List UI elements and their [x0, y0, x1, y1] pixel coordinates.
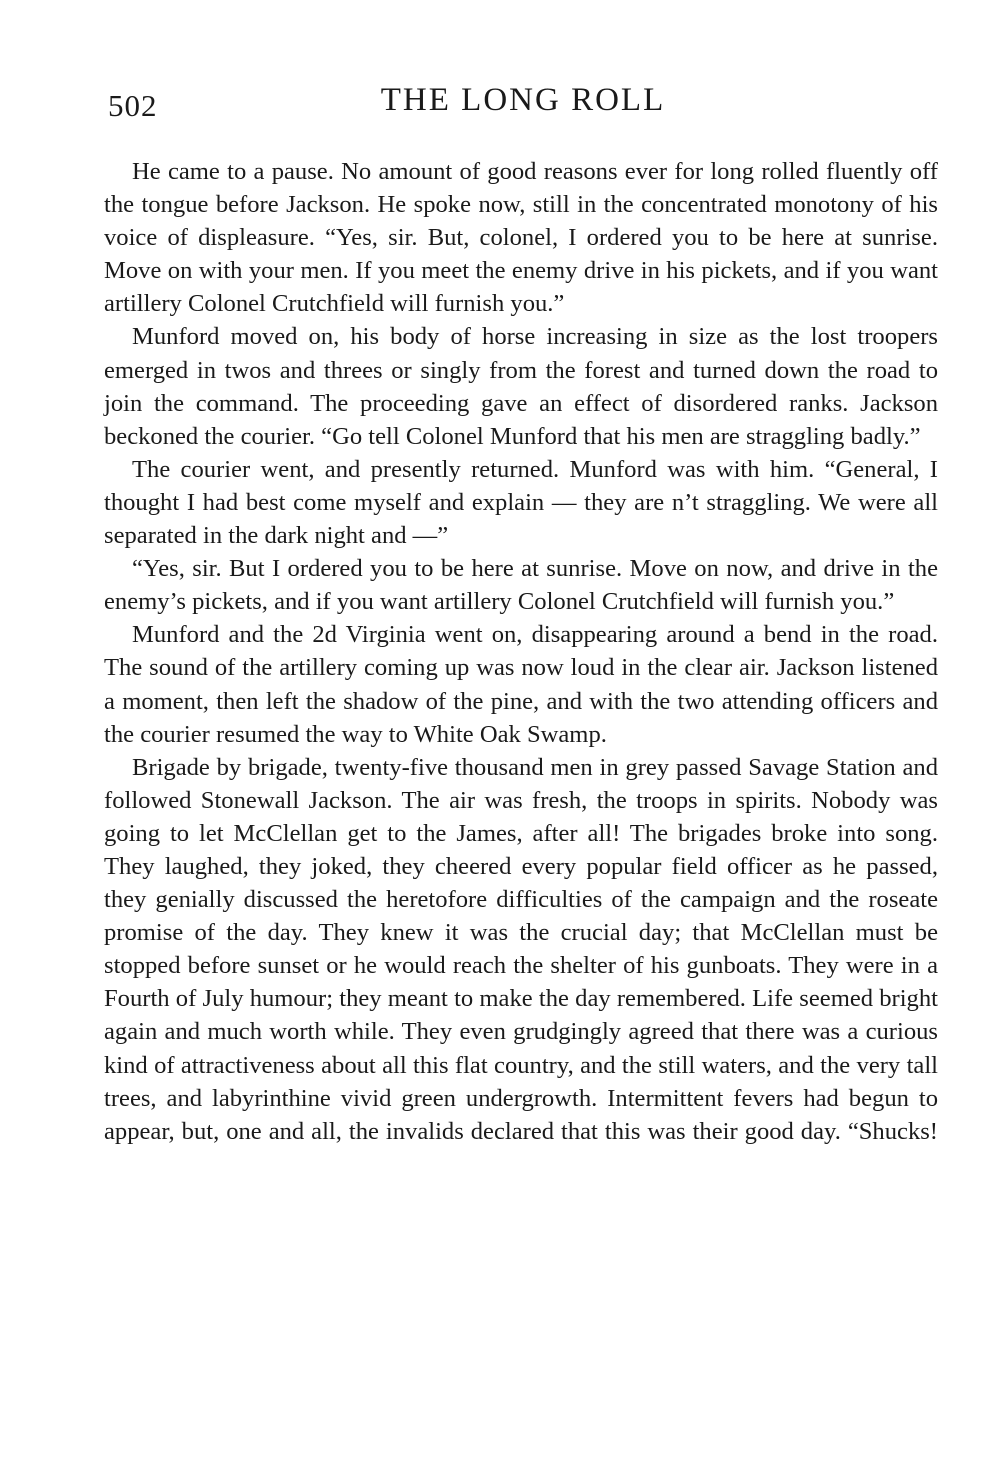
paragraph: The courier went, and presently returned. Munford was with him. “General, I thought I had best come myself and explain — they are n’t straggling. We were all separated in the dark night and —” [104, 455, 938, 550]
page-number: 502 [108, 88, 158, 123]
body-text [104, 155, 938, 1148]
page-header [0, 82, 1000, 132]
paragraph: Brigade by brigade, twenty-five thousand men in grey passed Savage Station and followed Stonewall Jackson. The air was fresh, the troops in spirits. Nobody was going to let McClellan get to the James, after all! The brigades broke into song. They laughed, they joked, they cheered every popular field officer as he passed, they genially discussed the heretofore difficulties of the campaign and the roseate promise of the day. They knew it was the crucial day; that McClellan must be stopped before sunset or he would reach the shelter of his gunboats. They were in a Fourth of July humour; they meant to make the day remembered. Life seemed bright again and much worth while. They even grudgingly agreed that there was a curious kind of attractiveness about all this flat country, and the still waters, and the very tall trees, and labyrinthine vivid green undergrowth. Intermittent fevers had begun to appear, but, one and all, the invalids declared that this was their good day. “Shucks! [104, 753, 938, 1145]
paragraph: Munford moved on, his body of horse increasing in size as the lost troopers emerged in twos and threes or singly from the forest and turned down the road to join the command. The proceeding gave an effect of disordered ranks. Jackson beckoned the courier. “Go tell Colonel Munford that his men are straggling badly.” [104, 323, 938, 450]
paragraph: Munford and the 2d Virginia went on, disappearing around a bend in the road. The sound of the artillery coming up was now loud in the clear air. Jackson listened a moment, then left the shadow of the pine, and with the two attending officers and the courier resumed the way to White Oak Swamp. [104, 621, 938, 748]
paragraph: He came to a pause. No amount of good reasons ever for long rolled fluently off the tongue before Jackson. He spoke now, still in the concentrated monotony of his voice of displeasure. “Yes, sir. But, colonel, I ordered you to be here at sunrise. Move on with your men. If you meet the enemy drive in his pickets, and if you want artillery Colonel Crutchfield will furnish you.” [104, 158, 938, 318]
paragraph: “Yes, sir. But I ordered you to be here at sunrise. Move on now, and drive in the enemy’s pickets, and if you want artillery Colonel Crutchfield will furnish you.” [104, 555, 938, 616]
running-title: THE LONG ROLL [380, 82, 666, 118]
